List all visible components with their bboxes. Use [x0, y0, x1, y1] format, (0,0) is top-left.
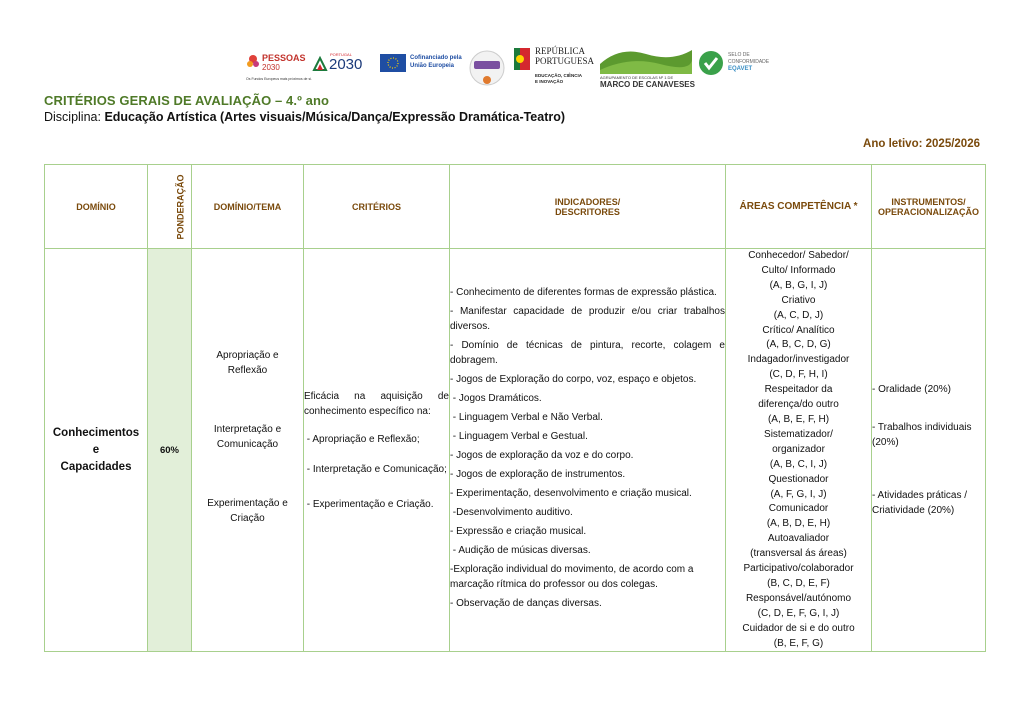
dominio-cell [45, 249, 148, 652]
area-line: (A, B, D, E, H) [766, 518, 831, 530]
eu-logo-line2: União Europeia [410, 63, 455, 69]
area-line: Responsável/autónomo [745, 592, 852, 604]
area-line: Culto/ Informado [761, 264, 836, 276]
indicadores-cell [450, 249, 726, 652]
indicador-item: - Conhecimento de diferentes formas de expressão plástica. [450, 287, 717, 299]
tema-cell [192, 249, 304, 652]
header-instrumentos [872, 165, 986, 249]
pessoas-logo-text: PESSOAS [262, 53, 306, 63]
instrumento-item: - Trabalhos individuais (20%) [872, 422, 972, 449]
area-line: (B, C, D, E, F) [767, 577, 830, 589]
tema-item: Experimentação e Criação [207, 498, 288, 525]
header-indicadores-line2: DESCRITORES [555, 206, 620, 217]
subject-line [44, 110, 565, 124]
header-criterios: CRITÉRIOS [304, 165, 450, 249]
subject-value: Educação Artística (Artes visuais/Música/Dança/Expressão Dramática-Teatro) [104, 110, 566, 124]
area-line: (A, B, E, F, H) [767, 413, 830, 425]
tema-item: Interpretação e Comunicação [213, 424, 282, 451]
table-row [45, 249, 986, 652]
indicador-item: -Desenvolvimento auditivo. [450, 507, 573, 519]
header-indicadores [450, 165, 726, 249]
flower-icon [246, 54, 260, 70]
areas-cell [726, 249, 872, 652]
agrupamento-line2: MARCO DE CANAVESES [600, 80, 695, 89]
indicador-item: - Experimentação, desenvolvimento e criação musical. [450, 488, 692, 500]
republica-line3: EDUCAÇÃO, CIÊNCIA [535, 73, 583, 78]
eu-logo-line1: Cofinanciado pela [410, 55, 462, 61]
portugal-2030-small-text: PORTUGAL [330, 52, 352, 57]
area-line: (A, B, C, D, G) [766, 339, 831, 351]
agrupamento-logo [600, 44, 695, 94]
table-header-row [45, 165, 986, 249]
criterio-item: - Experimentação e Criação. [304, 498, 434, 510]
area-line: Participativo/colaborador [743, 563, 854, 575]
indicador-item: - Observação de danças diversas. [450, 598, 602, 610]
header-ponderacao [148, 165, 192, 249]
pessoas-logo-year: 2030 [262, 63, 280, 72]
eqavet-line1: SELO DE [728, 52, 750, 58]
eu-flag-icon [380, 54, 406, 72]
dominio-line: e [92, 443, 100, 456]
instrumentos-cell [872, 249, 986, 652]
eqavet-line3: EQAVET [728, 66, 753, 72]
area-line: Respeitador da [764, 384, 833, 396]
header-instrumentos-line2: OPERACIONALIZAÇÃO [878, 206, 979, 217]
eqavet-check-icon [698, 50, 724, 76]
instrumento-item: - Atividades práticas / Criatividade (20%) [872, 490, 968, 517]
criterio-item: Eficácia na aquisição de conhecimento específico na: [304, 390, 449, 417]
portugal-2030-big-text: 2030 [329, 56, 363, 73]
area-line: Crítico/ Analítico [762, 324, 835, 336]
area-line: (transversal ás áreas) [750, 548, 847, 560]
indicador-item: - Manifestar capacidade de produzir e/ou criar trabalhos diversos. [450, 306, 725, 333]
badge-icon [468, 44, 506, 94]
republica-line4: E INOVAÇÃO [535, 79, 564, 84]
indicador-item: - Jogos Dramáticos. [450, 393, 542, 405]
area-line: Questionador [768, 473, 829, 485]
area-line: Criativo [781, 294, 816, 306]
area-line: (A, B, G, I, J) [769, 279, 828, 291]
header-areas: ÁREAS COMPETÊNCIA * [726, 165, 872, 249]
area-line: (A, B, C, I, J) [769, 458, 828, 470]
page-title: CRITÉRIOS GERAIS DE AVALIAÇÃO – 4.º ano [44, 93, 330, 108]
indicador-item: - Jogos de exploração de instrumentos. [450, 469, 626, 481]
instrumento-item: - Oralidade (20%) [872, 384, 951, 396]
school-year: Ano letivo: 2025/2026 [863, 138, 980, 150]
ponderacao-cell: 60% [148, 249, 192, 652]
criterio-item: - Apropriação e Reflexão; [304, 433, 420, 445]
area-line: Indagador/investigador [747, 354, 850, 366]
indicador-item: - Audição de músicas diversas. [450, 545, 591, 557]
eqavet-line2: CONFORMIDADE [728, 59, 770, 65]
area-line: Cuidador de si e do outro [742, 622, 855, 634]
area-line: organizador [772, 443, 825, 455]
header-tema: DOMÍNIO/TEMA [192, 165, 304, 249]
header-dominio: DOMÍNIO [45, 165, 148, 249]
area-line: Autoavaliador [767, 533, 830, 545]
indicador-item: -Exploração individual do movimento, de acordo com a marcação rítmica do professor ou dos colegas. [450, 564, 694, 591]
area-line: Comunicador [768, 503, 829, 515]
header-instrumentos-line1: INSTRUMENTOS/ [891, 196, 966, 207]
area-line: Sistematizador/ [764, 428, 833, 440]
criteria-table [44, 164, 986, 652]
estrategica-badge-logo [468, 44, 506, 94]
portugal-2030-mark-icon [312, 56, 328, 72]
pessoas-logo-tagline: Os Fundos Europeus mais próximos de si. [246, 77, 312, 81]
area-line: (C, D, E, F, G, I, J) [757, 607, 840, 619]
header-indicadores-line1: INDICADORES/ [554, 196, 621, 207]
indicador-item: - Linguagem Verbal e Gestual. [450, 431, 588, 443]
republica-flag-icon [514, 48, 530, 70]
header-ponderacao-label: PONDERAÇÃO [175, 173, 186, 240]
agrupamento-hills-icon [600, 44, 692, 74]
indicador-item: - Domínio de técnicas de pintura, recorte, colagem e dobragem. [450, 340, 725, 367]
area-line: diferença/do outro [758, 399, 839, 411]
indicador-item: - Jogos de exploração da voz e do corpo. [450, 450, 634, 462]
area-line: (A, C, D, J) [773, 309, 824, 321]
area-line: (B, E, F, G) [773, 637, 824, 649]
tema-item: Apropriação e Reflexão [216, 350, 279, 377]
agrupamento-line1: AGRUPAMENTO DE ESCOLAS Nº 1 DE [600, 75, 674, 80]
area-line: (C, D, F, H, I) [769, 369, 828, 381]
area-line: (A, F, G, I, J) [770, 488, 827, 500]
dominio-line: Conhecimentos [52, 426, 140, 439]
criterio-item: - Interpretação e Comunicação; [304, 463, 447, 475]
republica-line1: REPÚBLICA [535, 46, 586, 56]
indicador-item: - Linguagem Verbal e Não Verbal. [450, 412, 603, 424]
subject-label: Disciplina: [44, 110, 105, 124]
indicador-item: - Expressão e criação musical. [450, 526, 587, 538]
criterios-cell [304, 249, 450, 652]
area-line: Conhecedor/ Sabedor/ [748, 250, 849, 261]
dominio-line: Capacidades [60, 460, 132, 473]
indicador-item: - Jogos de Exploração do corpo, voz, espaço e objetos. [450, 374, 697, 386]
republica-line2: PORTUGUESA [535, 56, 594, 66]
